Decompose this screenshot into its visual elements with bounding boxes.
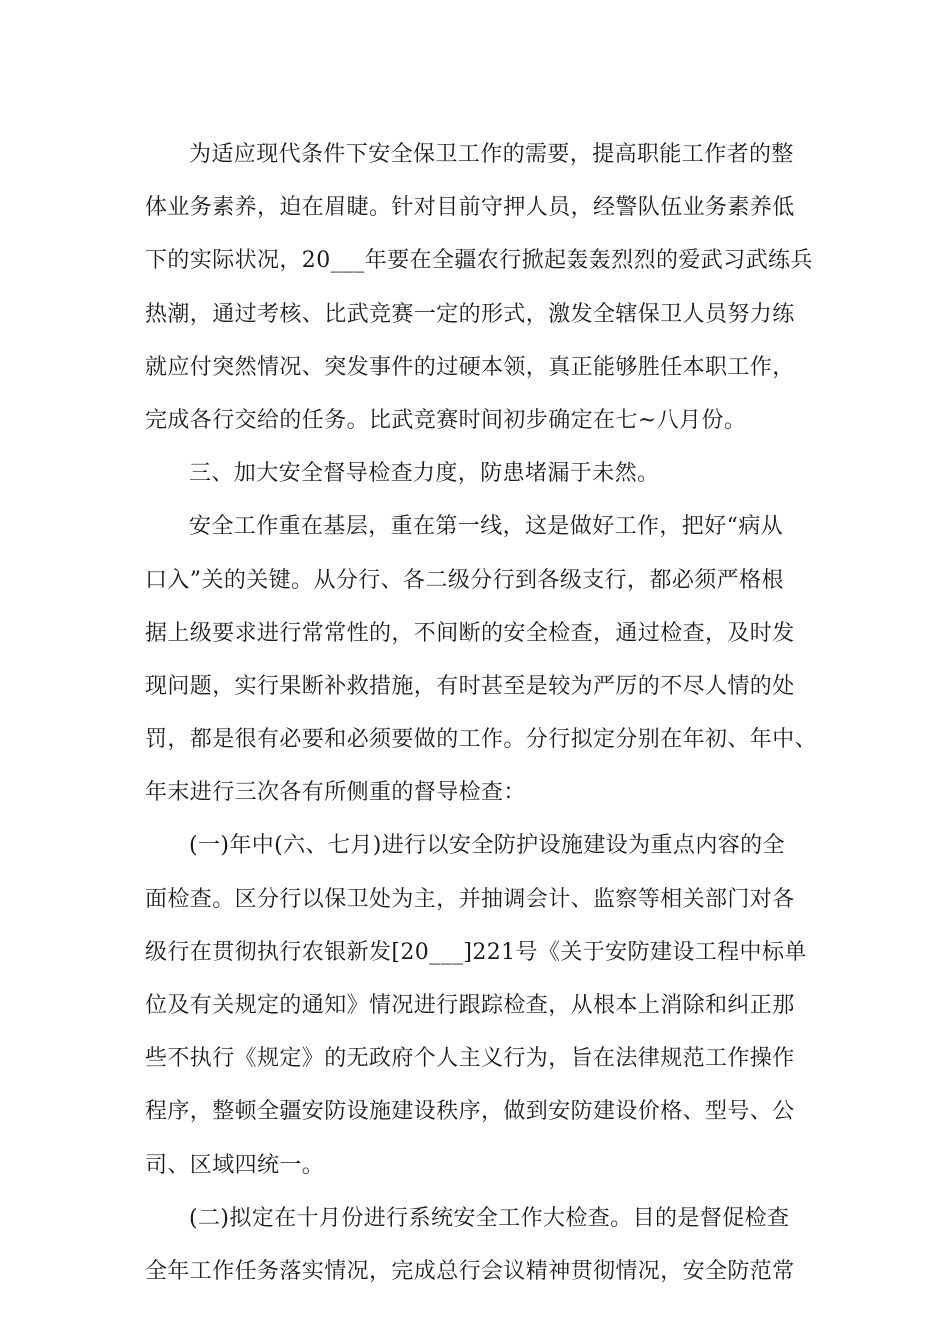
paragraph-line: 完成各行交给的任务。比武竞赛时间初步确定在七~八月份。 [145,407,747,433]
paragraph-line: 体业务素养，迫在眉睫。针对目前守押人员，经警队伍业务素养低 [145,195,795,221]
paragraph-line: 年末进行三次各有所侧重的督导检查： [145,780,526,806]
paragraph-line: 全年工作任务落实情况，完成总行会议精神贯彻情况，安全防范常 [145,1258,795,1284]
paragraph-line: 现问题，实行果断补救措施，有时甚至是较为严厉的不尽人情的处 [145,673,795,699]
paragraph-line: 就应付突然情况、突发事件的过硬本领，真正能够胜任本职工作， [145,354,795,380]
paragraph-line: 据上级要求进行常常性的，不间断的安全检查，通过检查，及时发 [145,620,795,646]
paragraph-line: (二)拟定在十月份进行系统安全工作大检查。目的是督促检查 [189,1205,790,1231]
document-body [145,128,825,1298]
paragraph-line: 位及有关规定的通知》情况进行跟踪检查，从根本上消除和纠正那 [145,993,795,1018]
paragraph-line: (一)年中(六、七月)进行以安全防护设施建设为重点内容的全 [189,833,785,859]
paragraph-line: 下的实际状况，20___年要在全疆农行掀起轰轰烈烈的爱武习武练兵 [145,248,813,274]
paragraph-line: 口入”关的关键。从分行、各二级分行到各级支行，都必须严格根 [145,567,784,593]
section-heading: 三、加大安全督导检查力度，防患堵漏于未然。 [189,461,660,487]
paragraph-line: 为适应现代条件下安全保卫工作的需要，提高职能工作者的整 [189,142,794,167]
paragraph-line: 程序，整顿全疆安防设施建设秩序，做到安防建设价格、型号、公 [145,1099,795,1125]
paragraph-line: 罚，都是很有必要和必须要做的工作。分行拟定分别在年初、年中、 [145,727,818,753]
paragraph-line: 热潮，通过考核、比武竞赛一定的形式，激发全辖保卫人员努力练 [145,301,795,327]
paragraph-line: 些不执行《规定》的无政府个人主义行为，旨在法律规范工作操作 [145,1046,795,1072]
paragraph-line: 面检查。区分行以保卫处为主，并抽调会计、监察等相关部门对各 [145,886,795,912]
paragraph-line: 安全工作重在基层，重在第一线，这是做好工作，把好“病从 [189,514,784,540]
paragraph-line: 级行在贯彻执行农银新发[20___]221号《关于安防建设工程中标单 [145,939,807,965]
paragraph-line: 司、区域四统一。 [145,1152,325,1178]
